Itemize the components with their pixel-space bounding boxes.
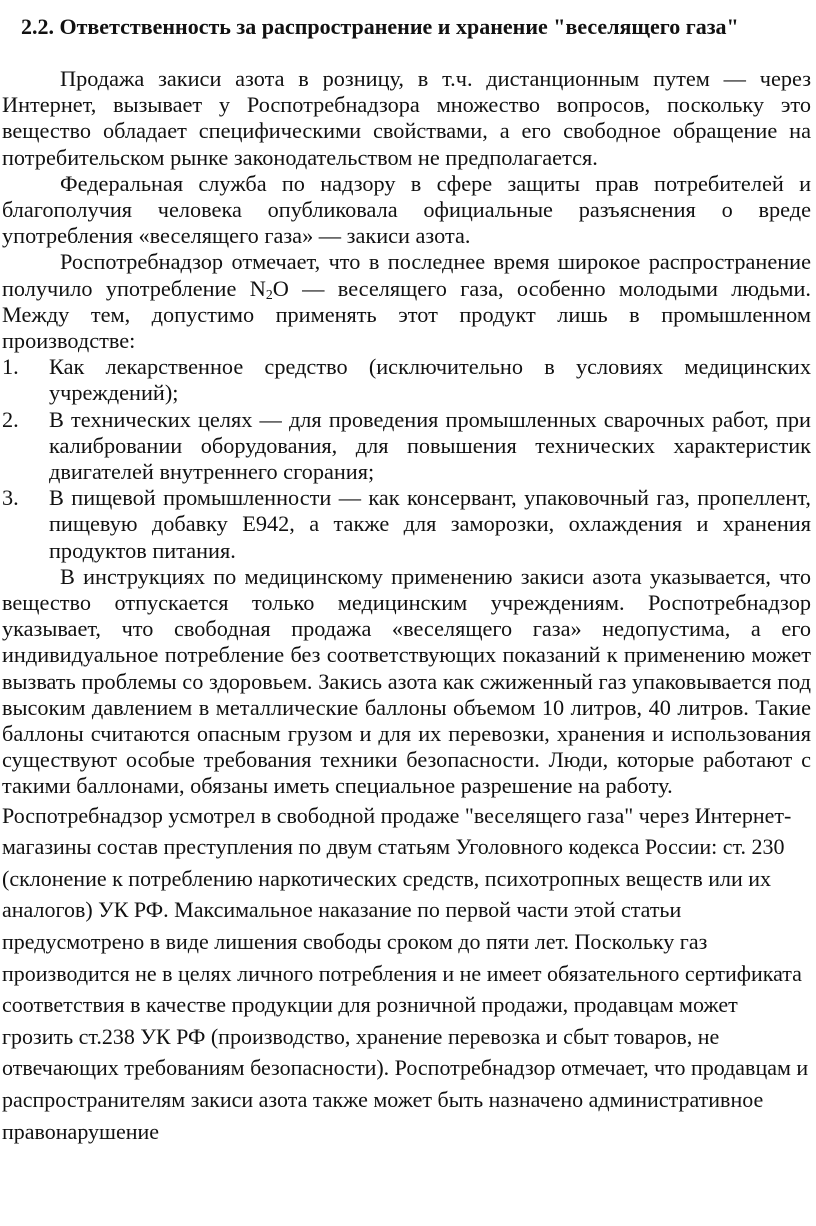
paragraph-3-part-2: O — веселящего газа, особенно молодыми людьми. Между тем, допустимо применять этот продукт лишь в промышленном производстве:	[2, 275, 811, 354]
subscript-2: 2	[265, 286, 273, 302]
paragraph-1: Продажа закиси азота в розницу, в т.ч. дистанционным путем — через Интернет, вызывает у Роспотребнадзора множество вопросов, поскольку это вещество обладает специфическими свойствами, а его свободное обращение на потребительском рынке законодательством не предполагается.	[2, 66, 811, 170]
list-item	[2, 354, 811, 406]
list-item-text: Как лекарственное средство (исключительно в условиях медицинских учреждений);	[49, 354, 811, 406]
paragraph-3	[2, 249, 811, 354]
list-item	[2, 485, 811, 564]
paragraph-5: Роспотребнадзор усмотрел в свободной продаже "веселящего газа" через Интернет-магазины состав преступления по двум статьям Уголовного кодекса России: ст. 230 (склонение к потреблению наркотических средств, психотропных веществ или их аналогов) УК РФ. Максимальное наказание по первой части этой статьи предусмотрено в виде лишения свободы сроком до пяти лет. Поскольку газ производится не в целях личного потребления и не имеет обязательного сертификата соответствия в качестве продукции для розничной продажи, продавцам может грозить ст.238 УК РФ (производство, хранение перевозка и сбыт товаров, не отвечающих требованиям безопасности). Роспотребнадзор отмечает, что продавцам и распространителям закиси азота также может быть назначено административное правонарушение	[2, 802, 809, 1144]
paragraph-3-part-1: Роспотребнадзор отмечает, что в последнее время широкое распространение получило употребление N	[2, 249, 811, 301]
secondary-text-block	[2, 800, 811, 1148]
section-heading: 2.2. Ответственность за распространение и хранение "веселящего газа"	[21, 14, 739, 39]
list-item-text: В пищевой промышленности — как консервант, упаковочный газ, пропеллент, пищевую добавку Е942, а также для заморозки, охлаждения и хранения продуктов питания.	[49, 485, 811, 563]
list-item-text: В технических целях — для проведения промышленных сварочных работ, при калибровании оборудования, для повышения технических характеристик двигателей внутреннего сгорания;	[49, 406, 811, 485]
paragraph-4: В инструкциях по медицинскому применению закиси азота указывается, что вещество отпускается только медицинским учреждениям. Роспотребнадзор указывает, что свободная продажа «веселящего газа» недопустима, а его индивидуальное потребление без соответствующих показаний к применению может вызвать проблемы со здоровьем. Закись азота как сжиженный газ упаковывается под высоким давлением в металлические баллоны объемом 10 литров, 40 литров. Такие баллоны считаются опасным грузом и для их перевозки, хранения и использования существуют особые требования техники безопасности. Люди, которые работают с такими баллонами, обязаны иметь специальное разрешение на работу.	[2, 563, 811, 799]
list-number: 2.	[2, 406, 19, 432]
list-number: 3.	[2, 485, 19, 511]
list-number: 1.	[2, 354, 19, 380]
usage-list	[2, 354, 811, 564]
paragraph-2: Федеральная служба по надзору в сфере защиты прав потребителей и благополучия человека опубликовала официальные разъяснения о вреде употребления «веселящего газа» — закиси азота.	[2, 170, 811, 249]
main-text-block	[2, 66, 811, 800]
list-item	[2, 407, 811, 486]
